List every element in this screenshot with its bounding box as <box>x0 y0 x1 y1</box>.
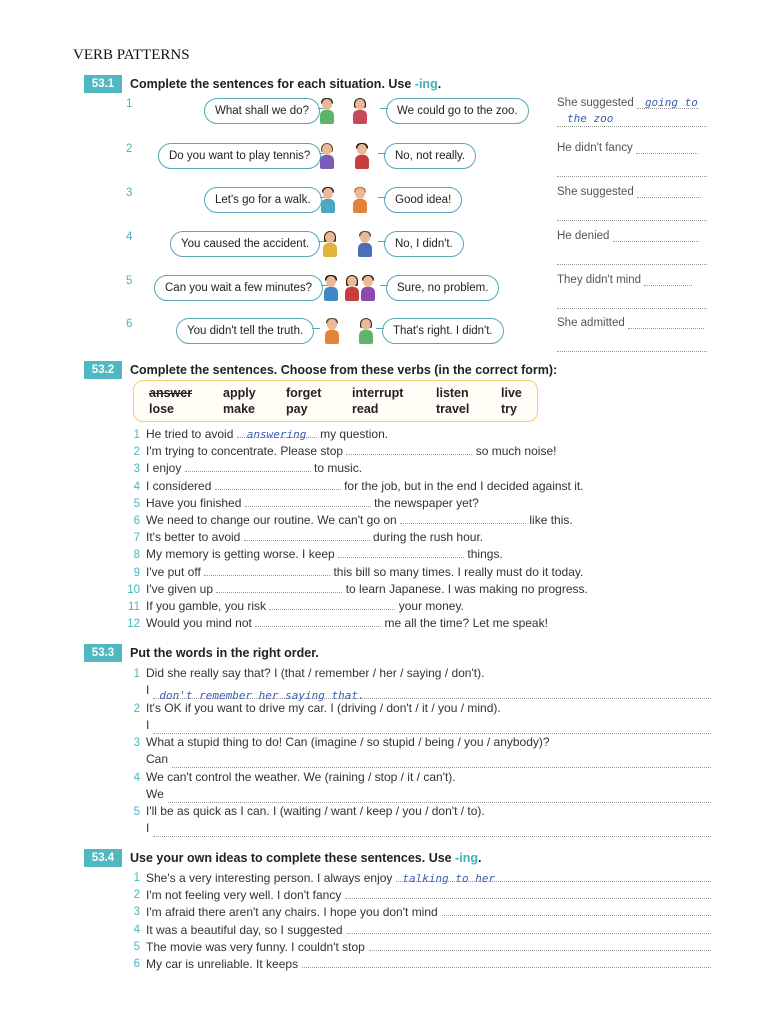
answer-blank[interactable] <box>172 756 711 768</box>
sentence-item <box>126 581 588 598</box>
exercise-title: Complete the sentences. Choose from these verbs (in the correct form): <box>130 363 558 377</box>
speech-bubble-left: What shall we do? <box>204 98 320 124</box>
item-number: 7 <box>133 532 140 545</box>
answer-prompt: They didn't mind <box>557 274 642 286</box>
sentence-start: If you gamble, you risk <box>146 598 267 613</box>
answer-blank[interactable] <box>400 512 526 524</box>
sentence-start: He tried to avoid <box>146 427 234 441</box>
handwritten-answer: answering <box>246 428 307 441</box>
answer-blank[interactable] <box>346 443 472 455</box>
answer-blank[interactable] <box>557 112 707 127</box>
title-end: . <box>437 77 442 91</box>
answer-prompt: He denied <box>557 230 610 242</box>
verb-option: live <box>501 386 522 400</box>
exercise-number-badge: 53.2 <box>84 361 122 379</box>
sentence-end: to learn Japanese. I was making no progress. <box>345 581 588 596</box>
answer-blank[interactable] <box>215 478 341 490</box>
ordering-item-2 <box>126 700 711 734</box>
sentence-end: during the rush hour. <box>373 530 484 545</box>
answer-blank[interactable] <box>269 598 395 610</box>
person-icon <box>344 275 360 303</box>
answer-blank[interactable] <box>442 904 711 916</box>
situation-row-5 <box>126 275 546 305</box>
sentence-item <box>126 939 711 956</box>
speech-bubble-left: You didn't tell the truth. <box>176 318 314 344</box>
exercise-53-2-list <box>126 426 588 632</box>
exercise-53-4-list <box>126 870 711 973</box>
answer-prompt: She suggested <box>557 97 634 109</box>
answer-blank[interactable] <box>153 722 711 734</box>
item-number: 1 <box>126 98 133 110</box>
verb-option: forget <box>286 386 322 400</box>
exercise-number-badge: 53.1 <box>84 75 122 93</box>
item-number: 11 <box>128 600 140 613</box>
exercise-title <box>130 77 441 91</box>
sentence-item <box>126 443 588 460</box>
sentence-item <box>126 956 711 973</box>
sentence-item <box>126 426 588 443</box>
handwritten-answer: the zoo <box>567 112 614 125</box>
question-text: Did she really say that? I (that / remember / her / saying / don't). <box>146 666 485 680</box>
verb-option: read <box>352 402 379 416</box>
verb-option: pay <box>286 402 308 416</box>
sentence-start: I've put off <box>146 564 201 579</box>
sentence-item <box>126 460 588 477</box>
question-text: We can't control the weather. We (raining / stop / it / can't). <box>146 770 456 784</box>
sentence-start: Have you finished <box>146 495 242 510</box>
title-text: Complete the sentences for each situation. Use <box>130 77 415 91</box>
answer-blank[interactable] <box>255 615 381 627</box>
speech-bubble-right: Good idea! <box>384 187 462 213</box>
sentence-start: Would you mind not <box>146 616 252 631</box>
item-number: 5 <box>126 275 133 287</box>
exercise-53-2-header <box>84 361 557 379</box>
answer-blank[interactable] <box>237 426 317 441</box>
answer-line-2 <box>557 141 709 177</box>
answer-prompt: She admitted <box>557 317 625 329</box>
sentence-item <box>126 564 588 581</box>
sentence-start: My memory is getting worse. I keep <box>146 547 335 562</box>
speech-bubble-right: Sure, no problem. <box>386 275 499 301</box>
answer-start: We <box>146 787 164 801</box>
verb-option: interrupt <box>352 386 404 400</box>
person-icon <box>360 275 376 303</box>
sentence-end: like this. <box>529 512 573 527</box>
sentence-item <box>126 904 711 921</box>
answer-blank[interactable] <box>168 791 711 803</box>
exercise-number-badge: 53.3 <box>84 644 122 662</box>
sentence-item <box>126 615 588 632</box>
item-number: 4 <box>133 480 140 493</box>
sentence-item <box>126 887 711 904</box>
answer-blank[interactable] <box>628 316 704 329</box>
exercise-number-badge: 53.4 <box>84 849 122 867</box>
ing-highlight: -ing <box>455 851 479 865</box>
sentence-item <box>126 546 588 563</box>
speech-bubble-left: Can you wait a few minutes? <box>154 275 323 301</box>
ing-highlight: -ing <box>414 77 438 91</box>
page-title: VERB PATTERNS <box>73 47 190 63</box>
item-number: 4 <box>133 923 140 936</box>
handwritten-answer: going to <box>644 96 698 109</box>
item-number: 12 <box>127 618 140 631</box>
title-end: . <box>478 851 482 865</box>
answer-blank[interactable] <box>347 922 711 934</box>
answer-start: I <box>146 683 150 697</box>
sentence-start: We need to change our routine. We can't go on <box>146 512 397 527</box>
sentence-start: I'm not feeling very well. I don't fancy <box>146 888 342 903</box>
exercise-53-3-header <box>84 644 319 662</box>
answer-start: I <box>146 821 150 835</box>
ordering-item-3 <box>126 734 711 768</box>
sentence-start: I'm afraid there aren't any chairs. I hope you don't mind <box>146 905 438 920</box>
exercise-title: Put the words in the right order. <box>130 646 319 660</box>
item-number: 5 <box>133 940 140 953</box>
speech-bubble-left: Do you want to play tennis? <box>158 143 321 169</box>
person-icon <box>358 318 374 346</box>
item-number: 1 <box>133 429 140 441</box>
answer-start: Can <box>146 752 169 766</box>
exercise-title <box>130 851 482 865</box>
sentence-start: The movie was very funny. I couldn't stop <box>146 939 365 954</box>
person-icon <box>324 318 340 346</box>
verb-option: listen <box>436 386 469 400</box>
sentence-item <box>126 922 711 939</box>
verb-option: answer <box>149 386 193 400</box>
answer-blank[interactable] <box>637 96 699 109</box>
item-number: 3 <box>133 906 140 919</box>
answer-blank[interactable] <box>245 495 371 507</box>
question-text: It's OK if you want to drive my car. I (driving / don't / it / you / mind). <box>146 701 501 715</box>
sentence-end: the newspaper yet? <box>374 495 479 510</box>
answer-blank[interactable] <box>185 460 311 472</box>
item-number: 3 <box>133 737 140 749</box>
answer-line-4 <box>557 229 709 265</box>
answer-blank[interactable] <box>636 141 698 154</box>
answer-blank[interactable] <box>153 687 711 702</box>
sentence-end: this bill so many times. I really must do it today. <box>333 564 584 579</box>
item-number: 2 <box>133 703 140 715</box>
item-number: 3 <box>126 187 133 199</box>
item-number: 8 <box>133 549 140 562</box>
person-icon <box>354 143 370 171</box>
answer-start: I <box>146 718 150 732</box>
sentence-start: It's better to avoid <box>146 530 241 545</box>
answer-blank[interactable] <box>153 825 711 837</box>
answer-line-5 <box>557 273 709 309</box>
answer-blank[interactable] <box>204 564 330 576</box>
answer-prompt: He didn't fancy <box>557 142 633 154</box>
situation-row-4 <box>126 231 546 261</box>
speech-bubble-left: Let's go for a walk. <box>204 187 322 213</box>
item-number: 5 <box>133 497 140 510</box>
answer-blank[interactable] <box>244 529 370 541</box>
exercise-53-1-header <box>84 75 441 93</box>
item-number: 6 <box>126 318 133 330</box>
item-number: 5 <box>133 806 140 818</box>
handwritten-answer: talking to her <box>402 872 496 885</box>
verb-option: try <box>501 402 517 416</box>
person-icon <box>319 98 335 126</box>
item-number: 2 <box>133 889 140 902</box>
question-text: I'll be as quick as I can. I (waiting / want / keep / you / don't / to). <box>146 804 485 818</box>
person-icon <box>320 187 336 215</box>
situation-row-2 <box>126 143 546 173</box>
answer-blank[interactable] <box>637 185 701 198</box>
sentence-end: to music. <box>314 461 363 476</box>
item-number: 2 <box>133 446 140 459</box>
answer-blank[interactable] <box>302 956 711 968</box>
answer-blank[interactable] <box>345 887 711 899</box>
person-icon <box>352 187 368 215</box>
situation-row-6 <box>126 318 546 348</box>
sentence-start: I considered <box>146 478 212 493</box>
question-text: What a stupid thing to do! Can (imagine / so stupid / being / you / anybody)? <box>146 735 550 749</box>
verb-option: lose <box>149 402 175 416</box>
situation-row-3 <box>126 187 546 217</box>
sentence-end: your money. <box>398 598 464 613</box>
ordering-item-4 <box>126 769 711 803</box>
sentence-end: me all the time? Let me speak! <box>384 616 548 631</box>
ordering-item-5 <box>126 803 711 837</box>
answer-blank[interactable] <box>644 273 692 286</box>
answer-blank[interactable] <box>557 208 707 221</box>
person-icon <box>357 231 373 259</box>
answer-prompt: She suggested <box>557 186 634 198</box>
sentence-item <box>126 598 588 615</box>
answer-blank[interactable] <box>216 581 342 593</box>
verb-choice-box <box>133 380 538 422</box>
answer-blank[interactable] <box>557 252 707 265</box>
person-icon <box>319 143 335 171</box>
answer-blank[interactable] <box>557 164 707 177</box>
item-number: 6 <box>133 514 140 527</box>
item-number: 1 <box>133 668 140 680</box>
item-number: 4 <box>133 772 140 784</box>
answer-blank[interactable] <box>557 339 707 352</box>
verb-option: make <box>223 402 255 416</box>
handwritten-answer: don't remember her saying that. <box>159 689 365 702</box>
sentence-item <box>126 495 588 512</box>
speech-bubble-left: You caused the accident. <box>170 231 320 257</box>
answer-blank[interactable] <box>557 296 707 309</box>
answer-line-1 <box>557 96 709 127</box>
speech-bubble-right: No, not really. <box>384 143 476 169</box>
item-number: 4 <box>126 231 133 243</box>
answer-blank[interactable] <box>338 546 464 558</box>
answer-line-3 <box>557 185 709 221</box>
sentence-start: I've given up <box>146 581 214 596</box>
sentence-end: so much noise! <box>475 444 557 459</box>
sentence-start: I enjoy <box>146 461 182 476</box>
answer-blank[interactable] <box>396 870 711 885</box>
exercise-53-4-header <box>84 849 482 867</box>
sentence-item <box>126 478 588 495</box>
sentence-item <box>126 512 588 529</box>
speech-bubble-right: We could go to the zoo. <box>386 98 529 124</box>
item-number: 6 <box>133 957 140 970</box>
title-text: Use your own ideas to complete these sentences. Use <box>130 851 456 865</box>
person-icon <box>323 275 339 303</box>
answer-blank[interactable] <box>613 229 699 242</box>
ordering-item-1 <box>126 665 711 702</box>
sentence-start: My car is unreliable. It keeps <box>146 956 299 971</box>
verb-option: travel <box>436 402 470 416</box>
situation-row-1 <box>126 98 546 128</box>
speech-bubble-right: That's right. I didn't. <box>382 318 504 344</box>
item-number: 3 <box>133 463 140 476</box>
answer-line-6 <box>557 316 709 352</box>
person-icon <box>322 231 338 259</box>
sentence-item <box>126 870 711 887</box>
sentence-start: I'm trying to concentrate. Please stop <box>146 444 344 459</box>
sentence-start: She's a very interesting person. I always enjoy <box>146 871 393 885</box>
answer-blank[interactable] <box>369 939 711 951</box>
sentence-end: for the job, but in the end I decided against it. <box>344 478 584 493</box>
verb-option: apply <box>223 386 256 400</box>
sentence-start: It was a beautiful day, so I suggested <box>146 922 343 937</box>
item-number: 9 <box>133 566 140 579</box>
item-number: 1 <box>133 872 140 884</box>
sentence-end: my question. <box>320 427 389 441</box>
sentence-item <box>126 529 588 546</box>
item-number: 10 <box>127 583 140 596</box>
item-number: 2 <box>126 143 133 155</box>
person-icon <box>352 98 368 126</box>
speech-bubble-right: No, I didn't. <box>384 231 464 257</box>
sentence-end: things. <box>467 547 503 562</box>
